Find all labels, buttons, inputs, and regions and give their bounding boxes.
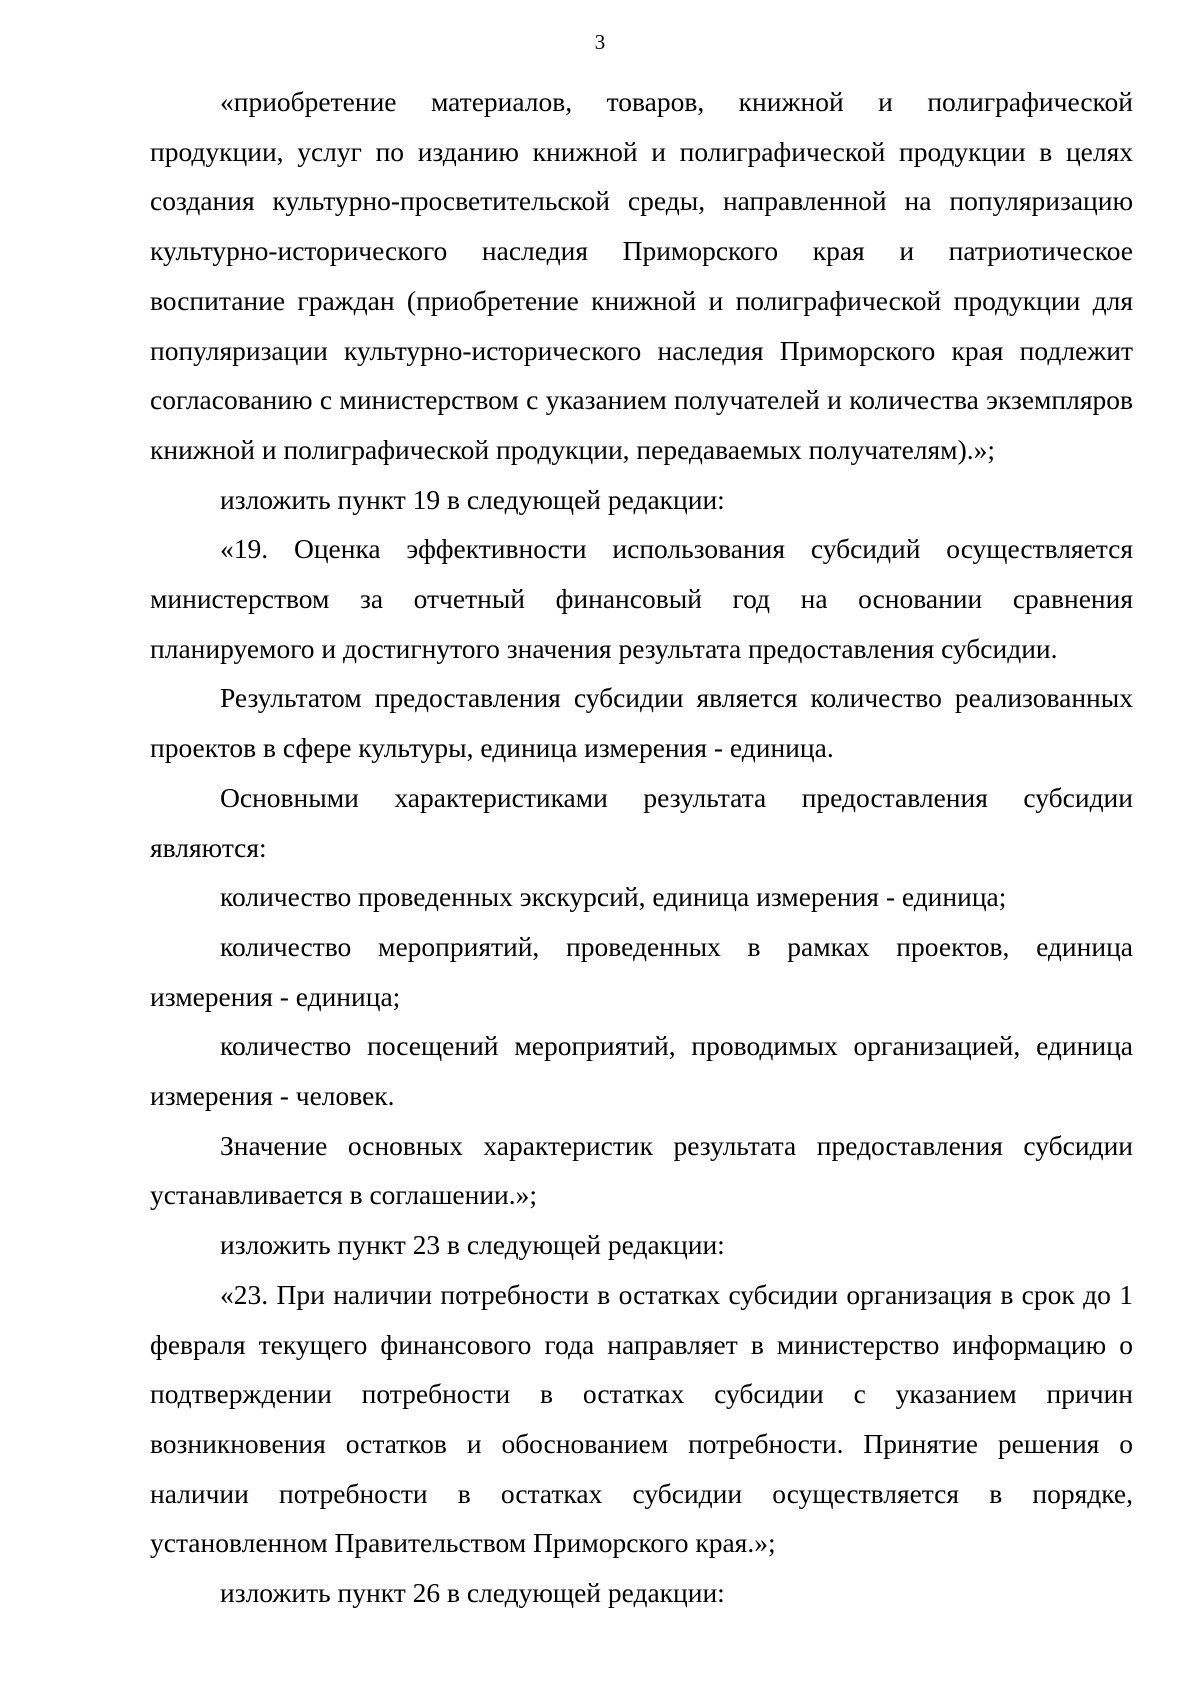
paragraph-main-characteristics: Основными характеристиками результата предоставления субсидии являются: xyxy=(150,781,1133,863)
paragraph-characteristic-visits: количество посещений мероприятий, проводимых организацией, единица измерения - человек. xyxy=(150,1030,1133,1112)
paragraph-characteristic-excursions: количество проведенных экскурсий, единица измерения - единица; xyxy=(220,881,1007,913)
paragraph-amend-point-23: изложить пункт 23 в следующей редакции: xyxy=(220,1229,725,1261)
paragraph-procurement-text: «приобретение материалов, товаров, книжной и полиграфической продукции, услуг по изданию книжной и полиграфической продукции в целях создания культурно-просветительской среды, направленной на популяризацию культурно-исторического наследия Приморского края и патриотическое воспитание граждан (приобретение книжной и полиграфической продукции для популяризации культурно-исторического наследия Приморского края подлежит согласованию с министерством с указанием получателей и количества экземпляров книжной и полиграфической продукции, передаваемых получателям).»; xyxy=(150,86,1133,465)
paragraph-amend-point-19: изложить пункт 19 в следующей редакции: xyxy=(220,483,725,515)
paragraph-characteristic-events: количество мероприятий, проведенных в рамках проектов, единица измерения - единица; xyxy=(150,930,1133,1012)
paragraph-point-23-remainders: «23. При наличии потребности в остатках субсидии организация в срок до 1 февраля текущего финансового года направляет в министерство информацию о подтверждении потребности в остатках субсидии с указанием причин возникновения остатков и обоснованием потребности. Принятие решения о наличии потребности в остатках субсидии осуществляется в порядке, установленном Правительством Приморского края.»; xyxy=(150,1278,1133,1559)
paragraph-characteristic-values: Значение основных характеристик результата предоставления субсидии устанавливается в соглашении.»; xyxy=(150,1129,1133,1211)
paragraph-amend-point-26: изложить пункт 26 в следующей редакции: xyxy=(220,1577,725,1609)
document-body xyxy=(150,77,1133,1618)
page-number: 3 xyxy=(594,30,606,54)
paragraph-point-19-evaluation: «19. Оценка эффективности использования субсидий осуществляется министерством за отчетный финансовый год на основании сравнения планируемого и достигнутого значения результата предоставления субсидии. xyxy=(150,533,1133,664)
paragraph-subsidy-result: Результатом предоставления субсидии является количество реализованных проектов в сфере культуры, единица измерения - единица. xyxy=(150,682,1133,764)
